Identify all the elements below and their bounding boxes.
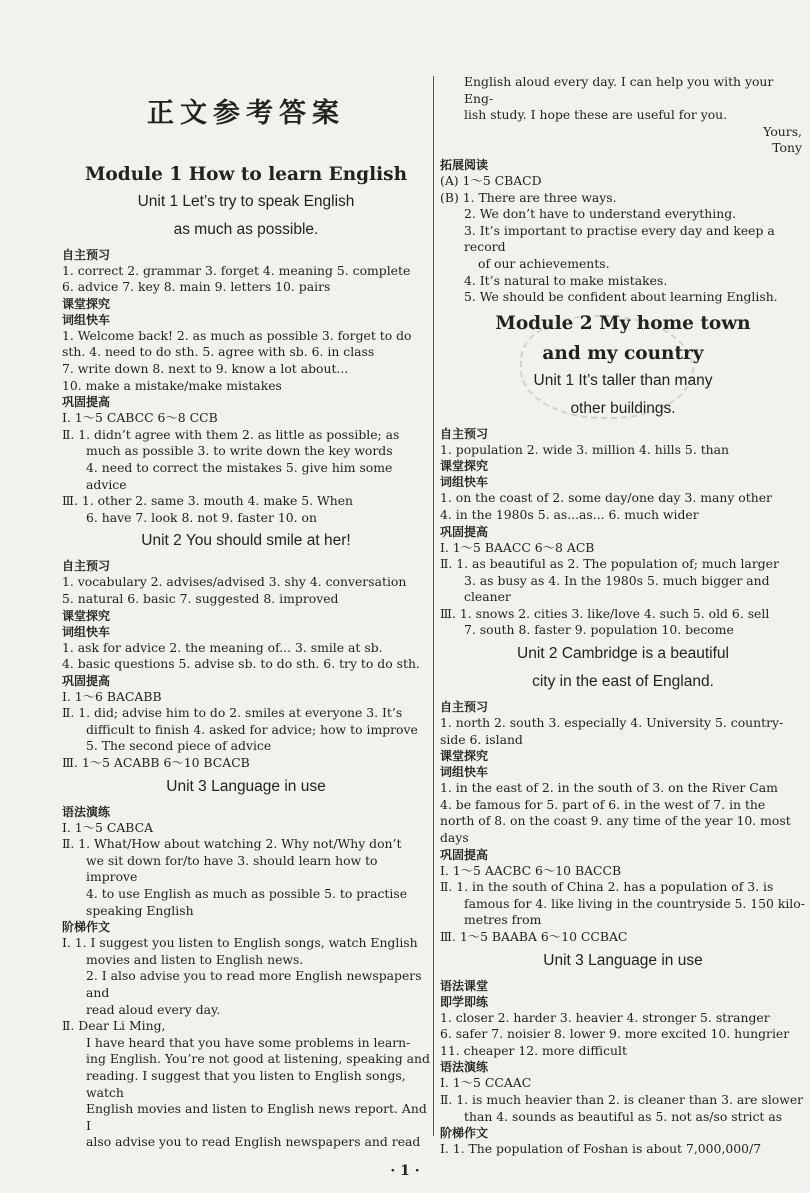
left-line-ln: Ⅱ. Dear Li Ming, — [62, 1018, 166, 1034]
left-line-ind: English movies and listen to English news report. And I — [86, 1101, 427, 1133]
left-line-ind: 5. The second piece of advice — [86, 738, 272, 754]
left-line-ln: Ⅰ. 1～6 BACABB — [62, 688, 162, 704]
right-line-ln: Ⅱ. 1. is much heavier than 2. is cleaner than 3. are slower — [440, 1091, 804, 1107]
left-line-ind: 4. to use English as much as possible 5. to practise — [86, 886, 408, 902]
left-lines — [62, 163, 430, 1151]
right-line-ln: 6. safer 7. noisier 8. lower 9. more excited 10. hungrier — [440, 1026, 790, 1042]
left-column — [62, 70, 430, 1151]
right-line-ind: 7. south 8. faster 9. population 10. become — [464, 622, 734, 638]
right-line-ind2: of our achievements. — [478, 255, 610, 271]
right-line-sec: 自主预习 — [440, 700, 489, 715]
left-line-sec: 巩固提高 — [62, 673, 111, 688]
right-column — [440, 74, 806, 1158]
right-line-ln: (B) 1. There are three ways. — [440, 189, 617, 205]
right-line-ind: 3. as busy as 4. In the 1980s 5. much bigger and — [464, 572, 770, 588]
left-line-ind: reading. I suggest that you listen to English songs, watch — [86, 1067, 406, 1100]
right-line-ln: 11. cheaper 12. more difficult — [440, 1042, 627, 1058]
left-line-ln: Ⅰ. 1～5 CABCA — [62, 819, 154, 835]
left-line-sec: 课堂探究 — [62, 608, 111, 623]
left-line-sec: 自主预习 — [62, 559, 111, 574]
left-line-ln: 1. correct 2. grammar 3. forget 4. meaning 5. complete — [62, 262, 411, 278]
left-line-ln: Ⅲ. 1. other 2. same 3. mouth 4. make 5. When — [62, 493, 354, 509]
left-line-ind: read aloud every day. — [86, 1001, 221, 1017]
right-line-sec: 巩固提高 — [440, 847, 489, 862]
left-line-unit: Unit 3 Language in use — [166, 777, 326, 795]
right-line-sec: 词组快车 — [440, 765, 489, 780]
right-line-sign: Tony — [772, 140, 802, 156]
right-line-sec: 语法演练 — [440, 1060, 489, 1075]
left-line-ind: much as possible 3. to write down the key words — [86, 443, 393, 459]
right-line-ln: 1. population 2. wide 3. million 4. hills 5. than — [440, 441, 730, 457]
left-line-sec: 词组快车 — [62, 624, 111, 639]
left-line-ln: Ⅱ. 1. did; advise him to do 2. smiles at everyone 3. It’s — [62, 705, 403, 721]
right-line-unit: Unit 1 It’s taller than many — [533, 371, 713, 389]
left-line-sec: 自主预习 — [62, 247, 111, 262]
left-line-ind: 2. I also advise you to read more English newspapers and — [86, 968, 422, 1000]
left-line-unit: as much as possible. — [173, 220, 319, 238]
left-line-ind: 4. need to correct the mistakes 5. give him some advice — [86, 459, 393, 492]
right-line-sec: 语法课堂 — [440, 978, 489, 993]
left-line-mod: Module 1 How to learn English — [84, 163, 408, 185]
left-line-ln: Ⅰ. 1. I suggest you listen to English songs, watch English — [62, 935, 418, 951]
right-line-sec: 巩固提高 — [440, 524, 489, 539]
right-line-ln: side 6. island — [440, 731, 523, 747]
right-line-ln: north of 8. on the coast 9. any time of the year 10. most — [440, 813, 791, 829]
left-line-ind: 6. have 7. look 8. not 9. faster 10. on — [86, 509, 317, 525]
left-line-ind: we sit down for/to have 3. should learn how to improve — [86, 852, 378, 885]
right-line-ln: 4. in the 1980s 5. as...as... 6. much wider — [440, 506, 699, 522]
left-line-sec: 巩固提高 — [62, 395, 111, 410]
right-line-mod: Module 2 My home town — [495, 312, 751, 334]
left-line-unit: Unit 2 You should smile at her! — [141, 532, 351, 550]
left-line-ln: Ⅱ. 1. What/How about watching 2. Why not/Why don’t — [62, 836, 402, 852]
left-line-unit: Unit 1 Let’s try to speak English — [137, 192, 355, 210]
left-line-sec: 课堂探究 — [62, 296, 111, 311]
right-line-ind: cleaner — [464, 589, 511, 605]
right-line-sec: 阶梯作文 — [440, 1126, 489, 1141]
right-line-ind: than 4. sounds as beautiful as 5. not as/so strict as — [464, 1108, 783, 1124]
left-line-ln: 6. advice 7. key 8. main 9. letters 10. pairs — [62, 279, 331, 295]
right-line-ln: 1. in the east of 2. in the south of 3. on the River Cam — [440, 780, 778, 796]
left-line-ln: 5. natural 6. basic 7. suggested 8. improved — [62, 590, 339, 606]
left-line-ln: 1. Welcome back! 2. as much as possible 3. forget to do — [62, 327, 412, 343]
right-line-ind: famous for 4. like living in the countryside 5. 150 kilo- — [464, 895, 805, 911]
left-line-ln: 7. write down 8. next to 9. know a lot about... — [62, 360, 349, 376]
right-line-ln: Ⅰ. 1～5 CCAAC — [440, 1075, 532, 1091]
right-line-ln: Ⅲ. 1～5 BAABA 6～10 CCBAC — [440, 929, 628, 944]
page-number: · 1 · — [390, 1163, 420, 1179]
right-line-ln: Ⅰ. 1～5 AACBC 6～10 BACCB — [440, 862, 622, 878]
right-line-sign: Yours, — [763, 123, 802, 139]
left-line-ln: 10. make a mistake/make mistakes — [62, 377, 282, 393]
right-line-sec: 即学即练 — [440, 994, 489, 1009]
left-line-ind: I have heard that you have some problems in learn- — [86, 1034, 411, 1050]
right-line-sec: 课堂探究 — [440, 749, 489, 764]
right-line-sec: 词组快车 — [440, 475, 489, 490]
right-line-sec: 拓展阅读 — [440, 157, 489, 172]
right-line-ln: Ⅱ. 1. in the south of China 2. has a population of 3. is — [440, 879, 774, 895]
left-line-ind: speaking English — [86, 902, 194, 918]
right-line-ln: Ⅲ. 1. snows 2. cities 3. like/love 4. such 5. old 6. sell — [440, 605, 770, 621]
right-line-mod: and my country — [542, 342, 704, 364]
column-divider — [433, 76, 434, 1136]
right-line-ind: 2. We don’t have to understand everything. — [464, 206, 737, 222]
right-line-ind: lish study. I hope these are useful for you. — [464, 107, 728, 123]
right-line-unit: city in the east of England. — [532, 673, 714, 691]
left-line-ln: 4. basic questions 5. advise sb. to do sth. 6. try to do sth. — [62, 656, 420, 672]
page-title: 正文参考答案 — [147, 98, 345, 129]
right-line-ind: 5. We should be confident about learning English. — [464, 289, 778, 305]
left-line-ind: also advise you to read English newspapers and read — [86, 1134, 421, 1150]
left-line-sec: 词组快车 — [62, 312, 111, 327]
right-line-unit: other buildings. — [570, 399, 676, 417]
left-line-ln: Ⅱ. 1. didn’t agree with them 2. as little as possible; as — [62, 426, 400, 442]
right-line-unit: Unit 2 Cambridge is a beautiful — [517, 645, 729, 663]
left-line-sec: 阶梯作文 — [62, 920, 111, 935]
left-line-ind: difficult to finish 4. asked for advice; how to improve — [86, 721, 418, 737]
right-lines — [440, 74, 806, 1158]
left-line-ln: sth. 4. need to do sth. 5. agree with sb. 6. in class — [62, 344, 375, 360]
right-line-ln: (A) 1～5 CBACD — [440, 172, 542, 188]
right-line-ln: Ⅰ. 1～5 BAACC 6～8 ACB — [440, 539, 595, 555]
right-line-unit: Unit 3 Language in use — [543, 951, 703, 969]
left-line-ln: Ⅲ. 1～5 ACABB 6～10 BCACB — [62, 755, 250, 771]
right-line-sec: 课堂探究 — [440, 459, 489, 474]
right-line-ln: 1. north 2. south 3. especially 4. University 5. country- — [440, 715, 784, 731]
right-line-ln: 1. closer 2. harder 3. heavier 4. stronger 5. stranger — [440, 1009, 770, 1025]
right-line-ln: 1. on the coast of 2. some day/one day 3. many other — [440, 490, 772, 506]
left-line-ind: movies and listen to English news. — [86, 951, 304, 967]
right-line-ind: 4. It’s natural to make mistakes. — [464, 272, 668, 288]
right-line-ind: 3. It’s important to practise every day and keep a record — [464, 222, 775, 255]
left-line-ln: Ⅰ. 1～5 CABCC 6～8 CCB — [62, 410, 218, 426]
right-line-ln: Ⅱ. 1. as beautiful as 2. The population of; much larger — [440, 556, 779, 572]
left-line-ln: 1. vocabulary 2. advises/advised 3. shy 4. conversation — [62, 574, 407, 590]
left-line-sec: 语法演练 — [62, 804, 111, 819]
right-line-ln: Ⅰ. 1. The population of Foshan is about 7,000,000/7 — [440, 1141, 762, 1157]
right-line-ind: metres from — [464, 912, 542, 928]
left-line-ind: ing English. You’re not good at listening, speaking and — [86, 1051, 430, 1067]
right-line-sec: 自主预习 — [440, 426, 489, 441]
right-line-ln: 4. be famous for 5. part of 6. in the west of 7. in the — [440, 796, 766, 812]
right-line-ln: days — [440, 830, 469, 846]
right-line-ind: English aloud every day. I can help you with your Eng- — [464, 74, 774, 106]
left-line-ln: 1. ask for advice 2. the meaning of... 3. smile at sb. — [62, 639, 383, 655]
